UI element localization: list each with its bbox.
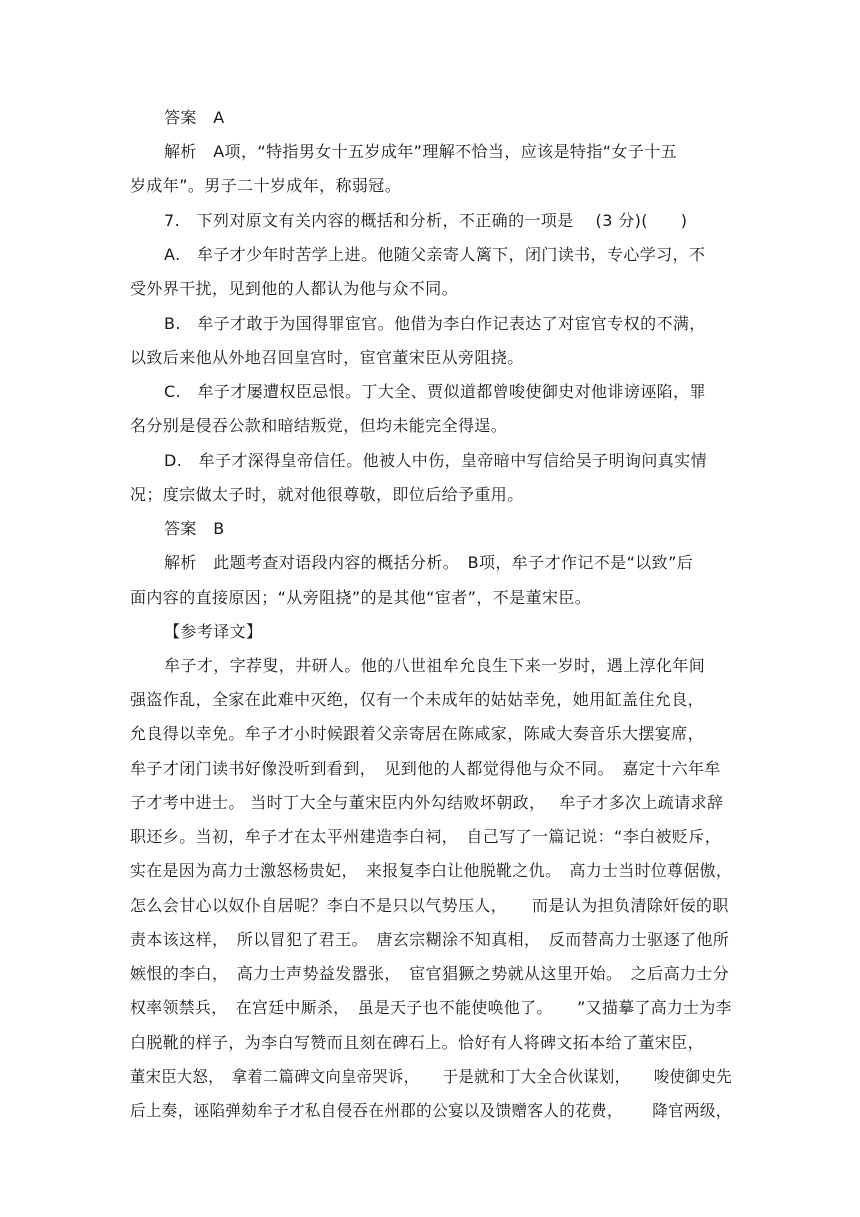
translation-line8: 怎么会甘心以奴仆自居呢？李白不是只以气势压人， 而是认为担负清除奸佞的职 [130, 896, 729, 915]
translation-line4: 牟子才闭门读书好像没听到看到， 见到他的人都觉得他与众不同。 嘉定十六年牟 [130, 759, 721, 778]
translation-line5: 子才考中进士。 当时丁大全与董宋臣内外勾结败坏朝政， 牟子才多次上疏请求辞 [130, 793, 724, 812]
translation-line6: 职还乡。当初，牟子才在太平州建造李白祠， 自己写了一篇记说：“李白被贬斥， [130, 827, 722, 846]
answer-6: 答案 A [164, 108, 225, 127]
translation-line7: 实在是因为高力士激怒杨贵妃， 来报复李白让他脱靴之仇。 高力士当时位尊倨傲， [130, 861, 733, 880]
option-a-line1: A. 牟子才少年时苦学上进。他随父亲寄人篱下，闭门读书，专心学习，不 [164, 245, 706, 264]
translation-line14: 后上奏，诬陷弹劾牟子才私自侵吞在州郡的公宴以及馈赠客人的花费， 降官两级， [130, 1101, 732, 1120]
analysis-7-line2: 面内容的直接原因；“从旁阻挠”的是其他“宦者”，不是董宋臣。 [130, 588, 592, 607]
translation-line11: 权率领禁兵， 在宫廷中厮杀， 虽是天子也不能使唤他了。 ”又描摹了高力士为李 [130, 998, 732, 1017]
option-c-line2: 名分别是侵吞公款和暗结叛党，但均未能完全得逞。 [130, 416, 508, 435]
analysis-6-line1: 解析 A项，“特指男女十五岁成年”理解不恰当，应该是特指“女子十五 [164, 142, 678, 161]
translation-line12: 白脱靴的样子，为李白写赞而且刻在碑石上。恰好有人将碑文拓本给了董宋臣， [130, 1033, 705, 1052]
translation-line9: 责本该这样， 所以冒犯了君王。 唐玄宗糊涂不知真相， 反而替高力士驱逐了他所 [130, 930, 730, 949]
option-c-line1: C. 牟子才屡遭权臣忌恨。丁大全、贾似道都曾唆使御史对他诽谤诬陷，罪 [164, 382, 706, 401]
option-b-line1: B. 牟子才敢于为国得罪宦官。他借为李白作记表达了对宦官专权的不满， [164, 314, 706, 333]
translation-line1: 牟子才，字荐叟，井研人。他的八世祖牟允良生下来一岁时，遇上淳化年间 [164, 656, 706, 675]
translation-heading: 【参考译文】 [164, 622, 263, 641]
option-a-line2: 受外界干扰，见到他的人都认为他与众不同。 [130, 279, 459, 298]
translation-line10: 嫉恨的李白， 高力士声势益发嚣张， 宦官猖獗之势就从这里开始。 之后高力士分 [130, 964, 730, 983]
question-7-stem: 7. 下列对原文有关内容的概括和分析，不正确的一项是 (3 分)( ) [164, 211, 688, 230]
option-b-line2: 以致后来他从外地召回皇宫时，宦官董宋臣从旁阻挠。 [130, 348, 524, 367]
translation-line3: 允良得以幸免。牟子才小时候跟着父亲寄居在陈咸家，陈咸大奏音乐大摆宴席， [130, 724, 705, 743]
option-d-line1: D. 牟子才深得皇帝信任。他被人中伤，皇帝暗中写信给吴子明询问真实情 [164, 451, 708, 470]
translation-line13: 董宋臣大怒， 拿着二篇碑文向皇帝哭诉， 于是就和丁大全合伙谋划， 唆使御史先 [130, 1067, 733, 1086]
analysis-7-line1: 解析 此题考查对语段内容的概括分析。 B项，牟子才作记不是“以致”后 [164, 553, 694, 572]
translation-line2: 强盗作乱，全家在此难中灭绝，仅有一个未成年的姑姑幸免，她用缸盖住允良， [130, 690, 705, 709]
analysis-6-line2: 岁成年”。男子二十岁成年，称弱冠。 [130, 176, 402, 195]
option-d-line2: 况；度宗做太子时，就对他很尊敬，即位后给予重用。 [130, 485, 524, 504]
answer-7: 答案 B [164, 519, 225, 538]
